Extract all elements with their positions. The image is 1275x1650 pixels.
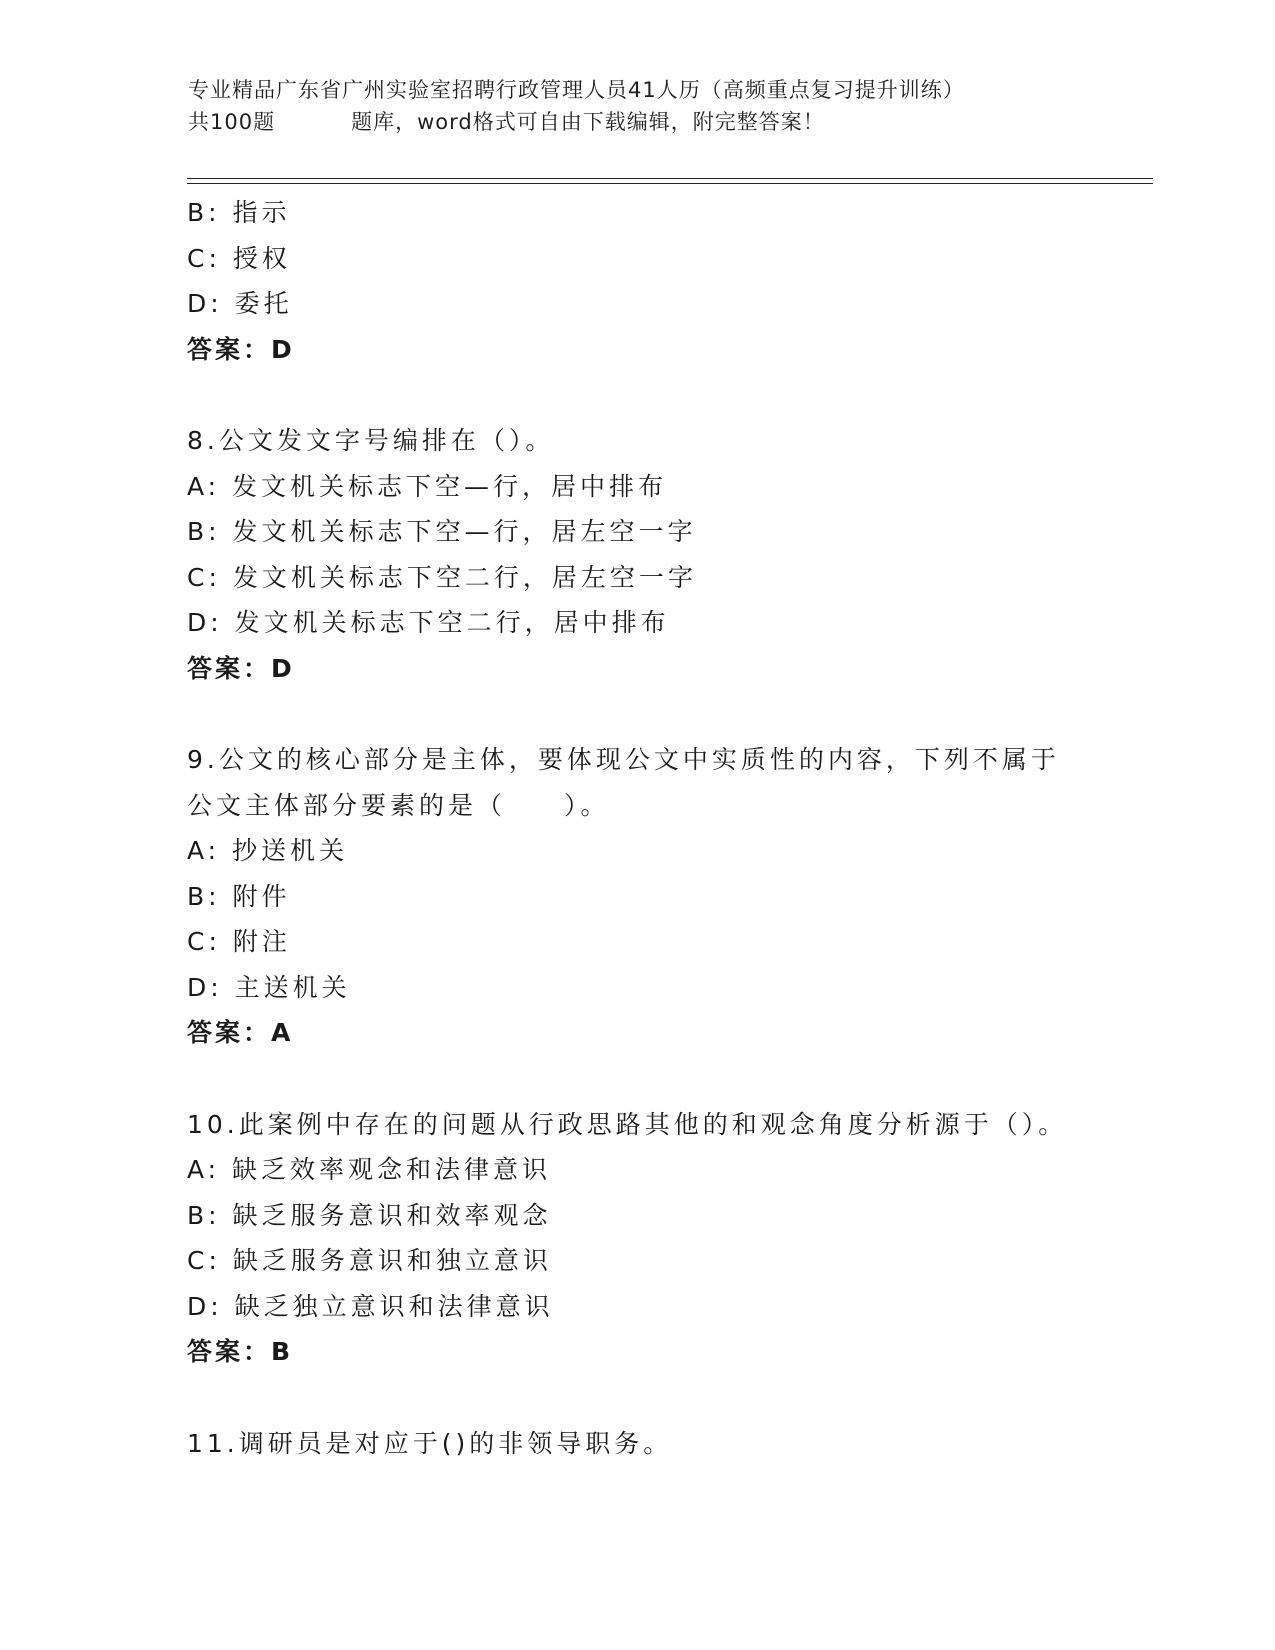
answer-line: 答案：A bbox=[187, 1018, 294, 1047]
option-row bbox=[187, 965, 1117, 1011]
option-text: 缺乏效率观念和法律意识 bbox=[232, 1155, 552, 1184]
option-text: 抄送机关 bbox=[232, 836, 349, 865]
option-text: 指示 bbox=[232, 198, 291, 227]
header-question-count: 共100题 bbox=[188, 110, 276, 134]
option-letter: A: bbox=[187, 471, 221, 501]
question-title: 10.此案例中存在的问题从行政思路其他的和观念角度分析源于（）。 bbox=[187, 1109, 1068, 1139]
option-text: 委托 bbox=[234, 289, 293, 318]
option-letter: B: bbox=[187, 198, 221, 227]
answer-line: 答案：B bbox=[187, 1337, 294, 1366]
option-letter: A: bbox=[187, 836, 221, 865]
option-text: 主送机关 bbox=[234, 972, 351, 1002]
option-row bbox=[187, 1193, 1117, 1239]
header-divider-bottom bbox=[187, 183, 1153, 184]
option-letter: D: bbox=[187, 1291, 223, 1321]
option-row bbox=[187, 555, 1117, 601]
option-row bbox=[187, 281, 1117, 327]
option-text: 缺乏独立意识和法律意识 bbox=[234, 1291, 554, 1321]
question-9 bbox=[187, 737, 1117, 1056]
option-text: 附注 bbox=[232, 927, 291, 956]
question-11 bbox=[187, 1421, 1117, 1467]
option-row bbox=[187, 236, 1117, 282]
option-row bbox=[187, 828, 1117, 874]
option-letter: D: bbox=[187, 608, 223, 637]
option-letter: D: bbox=[187, 972, 223, 1002]
option-row bbox=[187, 1284, 1117, 1330]
question-title-continued: 公文主体部分要素的是（ ）。 bbox=[187, 790, 610, 820]
option-text: 发文机关标志下空二行，居左空一字 bbox=[232, 562, 697, 592]
option-letter: B: bbox=[187, 517, 221, 546]
question-7-continued bbox=[187, 190, 1117, 372]
answer-line: 答案：D bbox=[187, 334, 295, 364]
option-letter: C: bbox=[187, 562, 221, 592]
header-title: 专业精品广东省广州实验室招聘行政管理人员41人历（高频重点复习提升训练） bbox=[188, 78, 965, 102]
option-text: 授权 bbox=[232, 243, 291, 273]
option-letter: B: bbox=[187, 1200, 221, 1230]
document-header bbox=[188, 74, 1088, 138]
option-row bbox=[187, 1238, 1117, 1284]
option-text: 附件 bbox=[232, 881, 291, 911]
option-letter: C: bbox=[187, 243, 221, 273]
option-text: 发文机关标志下空—行，居中排布 bbox=[232, 471, 668, 501]
option-row bbox=[187, 919, 1117, 965]
option-row bbox=[187, 509, 1117, 555]
header-subtitle bbox=[188, 106, 1088, 138]
question-title: 8.公文发文字号编排在（）。 bbox=[187, 426, 555, 455]
question-title: 9.公文的核心部分是主体，要体现公文中实质性的内容，下列不属于 bbox=[187, 745, 1060, 774]
option-text: 发文机关标志下空—行，居左空一字 bbox=[232, 517, 697, 546]
question-list bbox=[187, 190, 1117, 1466]
option-letter: B: bbox=[187, 881, 221, 911]
option-letter: D: bbox=[187, 289, 223, 318]
option-row bbox=[187, 1147, 1117, 1193]
option-text: 缺乏服务意识和效率观念 bbox=[232, 1200, 552, 1230]
option-text: 缺乏服务意识和独立意识 bbox=[232, 1246, 552, 1275]
header-divider-top bbox=[187, 178, 1153, 179]
option-row bbox=[187, 874, 1117, 920]
question-8 bbox=[187, 418, 1117, 691]
option-row bbox=[187, 464, 1117, 510]
question-10 bbox=[187, 1102, 1117, 1375]
option-letter: C: bbox=[187, 1246, 221, 1275]
option-row bbox=[187, 190, 1117, 236]
option-text: 发文机关标志下空二行，居中排布 bbox=[234, 608, 670, 637]
option-row bbox=[187, 600, 1117, 646]
header-description: 题库，word格式可自由下载编辑，附完整答案！ bbox=[351, 110, 825, 134]
answer-line: 答案：D bbox=[187, 653, 295, 683]
option-letter: A: bbox=[187, 1155, 221, 1184]
option-letter: C: bbox=[187, 927, 221, 956]
question-title: 11.调研员是对应于()的非领导职务。 bbox=[187, 1428, 673, 1458]
